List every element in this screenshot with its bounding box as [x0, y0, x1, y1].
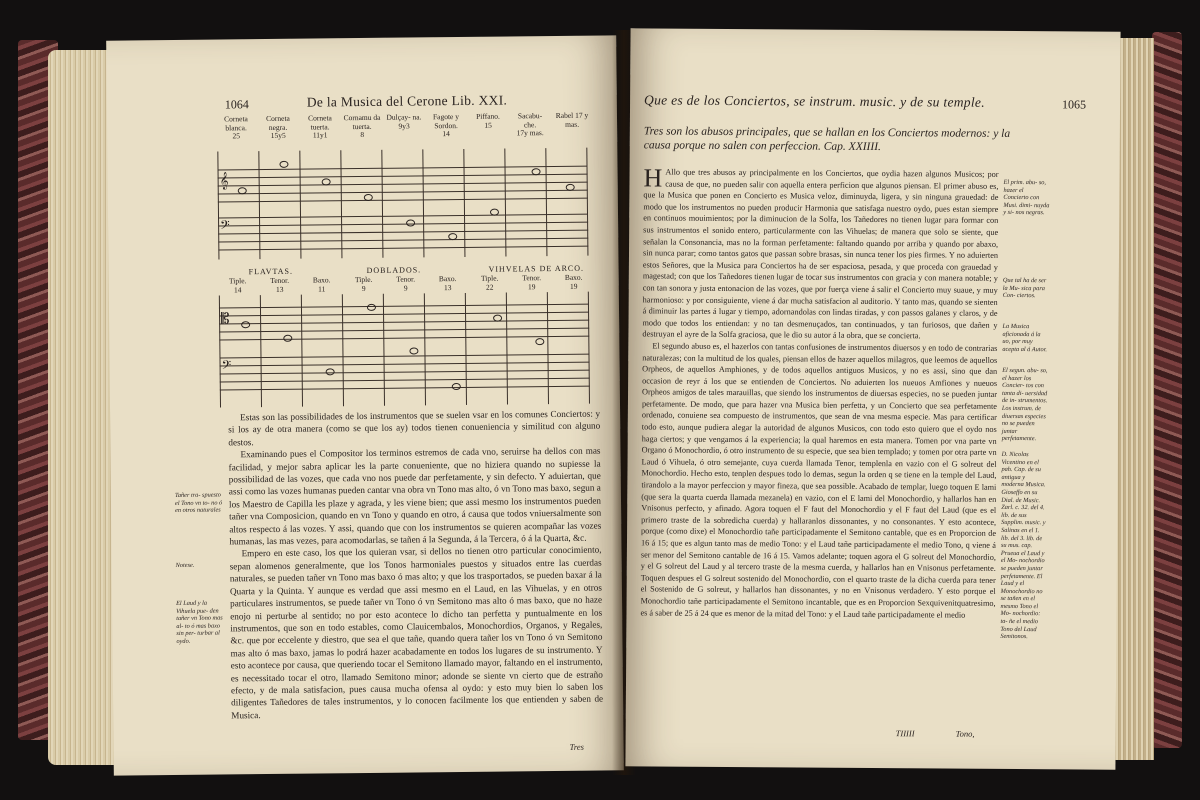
note-icon: [279, 161, 288, 168]
instrument-range: 17y mas.: [516, 128, 544, 138]
paragraph: Examinando pues el Compositor los terminos estremos de cada vno, seruirse ha dellos con mas facilidad, y mejor sabra aplicar les la parte conueniente, que no hiziera quando no supiesse la possibilidad de las vozes, que cada vno nos puede dar perfetamente, y sin defecto. Y aduiertan, que assi como las vozes humanas pueden cantar vna obra vn Tono mas alto, ó vn Tono mas baxo, segun a los Maestro de Capilla les plaze y agrada, y les viene bien; que assi mesmo los instrumentos pueden tañer vna Composicion, quando en vn Tono y quando en otro, á causa que todos vniuersalmente son altos respecto á las vozes. Y assi, quando que con los instrumentos se quieren acompañar las vozes humanas, las mas vezes, para acomodarlas, se tañen á la Segunda, á la Tercera, ó á la Quarta, &c.: [228, 445, 602, 547]
note-icon: [241, 321, 250, 328]
voice-name: Tiple.: [354, 274, 373, 285]
instrument-column-header: [217, 115, 255, 141]
bar-line: [586, 148, 588, 256]
instrument-range: 25: [232, 131, 240, 141]
instrument-name: Cornamu da tuerta.: [343, 112, 381, 131]
voice-name: Tenor.: [522, 273, 542, 283]
margin-note: D. Nicolas Vicentino en el pah. Cap. de su antigua y moderna Musica. Gioseffo en su Dial. de Music. Zarl. c. 32. del 4. lib. de sus Supplim. music. y Salinas en el 1. lib. del 3. lib. de su mus. cap. Prueua el Laud y el Mo- nochordio se pueden juntar perfetamente. El Laud y el Monochordio no se tañen en el mesmo Tono el Mo- nochordio: ta- ñe el medio Tono del Laud Semitonos.: [1000, 450, 1046, 641]
voice-range: 22: [485, 282, 494, 292]
instrument-name: Rabel 17 y mas.: [555, 110, 589, 129]
drop-cap: H: [643, 163, 663, 193]
bar-line: [588, 292, 590, 404]
note-icon: [490, 209, 499, 216]
bar-line: [504, 149, 506, 257]
voice-range: 13: [275, 284, 284, 294]
margin-note: El prim. abu- so, hazer el Concierto con Musi. dimi- nuyda y si- nos negras.: [1003, 178, 1050, 217]
bar-line: [465, 293, 467, 405]
left-body-text: [228, 408, 603, 722]
paragraph: El segundo abuso es, el hazerlos con tantas confusiones de instrumentos diuersos y en todo de contrarias naturalezas; con la multitud de los quales, piensan ellos de hazer aquellos milagros, que leemos de aquellos Orpheos, de aquellos Amphiones, y de todos aquellos antiguos Musicos, y no es assi, sino que dan occasion de reyr á los que se entienden de Conciertos. No aduierten los nueuos Amfiones y nueuos Orpheos amigos de tales marauillas, que siendo los instrumentos de diuersas especies, no se pueden juntar perfetamente. De modo, que para hazer vna Musica bien perfetta, y un Concierto que sea perfetamente ordenado, conuiene sea compuesto de instrumentos, que sean de vna mesma especie. Mas para certificar todo esto, aunque pudiera alegar la autoridad de algunos Musicos, con todo esto quiero que el oydo nos haga ciertos; y que vengamos á la experiencia; la qual haremos en esta manera. Tomen por vna parte vn Organo ó Monochordio, ó otro instrumento de su especie, que sea bien templado; y tomen por otra parte vn Laud ó Vihuela, ó otro semejante, cuya cuerda llamada Tenor, templenla en vazio con el G solreut del Monochordio. Hecho esto, tenplen despues todo lo demas, segun la orden q se tiene en la temple del Laud, tirandolo a la mayor perfeccion y mayor fineza, que sea possible. Acabado de templar, luego toquen E lami (que sera la quarta cuerda llamada mezanela) en vazio, con el E lami del Monochordio, y hallarlos han en Vnisonus perfecto, y afinado. Agora toquen el F faut del Monochordio y el F faut del Laud (que es el primero traste de la sobredicha cuerda) y hallaranlos dissonantes, y no consonantes. Y esto acontece, porque (como dixe) el Monochordio tañe participadamente el Semitono cantable, que es en Proporcion de 16 á 15; que es algun tanto mas de medio Tono: y el Laud tañe participadamente el medio Tono, q viene á ser menor del Semitono cantable de 16 á 15. Vamos adelante; toquen agora el G solreut del Monochordio, y el G solreut del Laud y al tercero traste de la mesma cuerda, y hallarlos han en Vnisonus perfetamente. Toquen despues el G solreut sostenido del Monochordio, con el quarto traste de la dicha cuerda para tener el Sostenido de G solreut, y hallarlos han dissonantes, y no en Vnisonus verdadero. Y esto porque el Monochordio tañe participadamente el Semitono incantable, que es en Proporcion Sexquivenitquatresimo, es á saber de 25 á 24 que es menor de la mitad del Tono: y el Laud tañe participadamente el medio: [640, 341, 998, 620]
voice-column-header: [429, 275, 467, 292]
instrument-name: Sacabu- che.: [517, 111, 543, 129]
voice-range: 9: [361, 283, 366, 293]
clef-icon: 𝄡: [220, 309, 230, 328]
instrument-name: Piffano.: [476, 111, 500, 121]
voice-column-header: [387, 275, 425, 292]
instrument-range: 14: [442, 129, 450, 139]
music-staff-bottom: [219, 292, 590, 408]
bar-line: [424, 293, 426, 405]
voice-name: Tenor.: [270, 275, 290, 285]
note-icon: [448, 233, 457, 240]
note-icon: [409, 347, 418, 354]
catchword: Tres: [569, 741, 584, 752]
voice-name: Tenor.: [396, 274, 416, 284]
bar-line: [260, 295, 262, 407]
margin-note: La Musica aficionada á la uo, por muy acepta al á Autor.: [1002, 322, 1048, 353]
margin-note: Que tal ha de ser la Mu- sica para Con- ciertos.: [1002, 276, 1047, 300]
bar-line: [463, 149, 465, 257]
margin-note: El Laud y la Vihuela pue- den tañer vn Tono mas al- to ó mas baxo sin per- turbar al oydo.: [176, 599, 223, 645]
margin-note: Tañer tra- spuesto el Tono vn to- no ó en otros naturales: [174, 491, 223, 515]
instrument-range: 8: [360, 129, 365, 140]
voice-name: Baxo.: [312, 275, 331, 285]
right-page-stack: [1114, 38, 1154, 760]
note-icon: [532, 168, 541, 175]
voice-name: Baxo.: [564, 272, 583, 282]
bar-line: [383, 294, 385, 406]
instrument-column-header: [427, 113, 465, 139]
left-page: [106, 35, 624, 775]
voice-range: 14: [233, 284, 242, 294]
instrument-name: Fagote y Sordon.: [432, 112, 460, 130]
note-icon: [406, 219, 415, 226]
note-icon: [322, 178, 331, 185]
page-number: 1065: [1062, 97, 1087, 112]
instrument-name: Corneta negra.: [266, 113, 290, 132]
voice-column-header: [513, 274, 551, 291]
voice-column-header: [261, 277, 299, 294]
instrument-column-header: [385, 113, 423, 130]
paragraph: Estas son las possibilidades de los instrumentos que se suelen vsar en los comunes Conciertos: y si los ay de otra manera (como se que los ay) todos tienen conueniencia y similitud con alguno destos.: [228, 408, 601, 448]
clef-icon: 𝄞: [219, 171, 229, 190]
paragraph: Empero en este caso, los que los quieran vsar, si dellos no tienen otro particular conocimiento, sepan alomenos generalmente, que los Tonos harmoniales puestos y situados entre las cuerdas naturales, se pueden tañer vn Tono mas baxo ó mas alto; y que los trasportados, se pueden baxar á la Quarta y la Quinta. Y aunque es verdad que assi mesmo en el Laud, en las Vihuelas, y en otros particulares instrumentos, se puede tañer vn Tono ó vn Semitono mas alto ó mas baxo, que no haze enojo ni perturbe al sentido; no por esto acontece lo dicho tan perfetta y puntualmente en los instrumentos, que son en todo estables, como Clauicembalos, Monochordios, Organos, y Regales, &c. que por eccelente y diestro, que sea el que tañe, quando quera tañer los vn Tono ó vn Semitono mas alto ó mas baxo, jamas lo podrá hazer acabadamente en todos los lugares de su instrumento. Y esto acontece por causa, que queriendo tocar el Semitono llamado mayor, faltando en el instrumento, es necessitado tocar el otro, llamado Semitono minor; adonde se siente vn cierto que de estraño efecto, y de mala satisfacion, pues causa mucha ofensa al oydo: y esto muy bien lo saben los diligentes Tañedores de tales instrumentos, y lo conocen facilmente los que entienden y saben de Musica.: [229, 545, 604, 721]
voice-column-header: [471, 274, 509, 291]
bar-line: [217, 152, 219, 260]
voice-range: 19: [527, 281, 536, 291]
note-icon: [364, 194, 373, 201]
voice-name: Tiple.: [480, 273, 499, 283]
note-icon: [326, 368, 335, 375]
chapter-heading: Tres son los abusos principales, que se hallan en los Conciertos modernos: y la causa porque no salen con perfeccion. Cap. XXIIII.: [643, 125, 1011, 154]
page-number: 1064: [224, 97, 249, 112]
bar-line: [342, 294, 344, 406]
running-head: De la Musica del Cerone Lib. XXI.: [306, 92, 508, 110]
note-icon: [566, 184, 575, 191]
music-staff-top: [217, 148, 588, 260]
margin-note: El segun. abu- so, el hazer los Concier- tos con tanta di- uersidad de in- strumentos. Los instrum. de diuersas especies no se pueden juntar perfetamente.: [1001, 366, 1048, 443]
note-icon: [493, 315, 502, 322]
right-body-text: [640, 163, 999, 621]
instrument-name: Corneta tuerta.: [308, 113, 332, 132]
voice-name: Tiple.: [228, 276, 247, 286]
note-icon: [535, 338, 544, 345]
note-icon: [238, 187, 247, 194]
voice-column-header: [219, 277, 257, 294]
clef-icon: 𝄢: [220, 217, 230, 236]
note-icon: [283, 335, 292, 342]
instrument-column-header: [469, 112, 507, 129]
instrument-name: Corneta blanca.: [224, 114, 248, 132]
right-page: [625, 28, 1120, 769]
voice-column-header: [555, 274, 593, 291]
bar-line: [258, 151, 260, 259]
catchword: Tono,: [955, 728, 975, 739]
instrument-column-header: [553, 112, 591, 129]
margin-note: Notese.: [175, 561, 195, 569]
instrument-column-header: [301, 114, 339, 140]
voice-name: Baxo.: [438, 274, 457, 284]
instrument-range: 11y1: [312, 130, 328, 140]
note-icon: [452, 383, 461, 390]
bar-line: [301, 295, 303, 407]
bar-line: [506, 293, 508, 405]
instrument-name: Dulçay- na.: [386, 112, 422, 122]
bar-line: [299, 151, 301, 259]
paragraph: Allo que tres abusos ay principalmente en los Conciertos, que oydia hazen algunos Musicos; por causa de que, no pueden salir con aquella entera perficion que algunos piensan. El primer abuso es, que la Musica que ponen en Concierto es Musica veloz, diminuyda, ligera, y sin ninguna grauedad: de modo que los instrumentos no pueden producir Harmonia que satisfaga nuestro oydo, pues estan siempre en continuos mouimientos; por la diminucion de la Solfa, los Tañedores no tienen lugar para formar con sus instrumentos el sonido entero, particularmente con las Vihuelas; de manera que solo se siente, que señalan la Consonancia, mas no la forman perfetamente: faltando quando por arriba y quando por abaxo, sin nunca parar; como tantos gatos que passan sobre brasas, sin nunca tener los pies firmes. Y no aduierten estos Señores, que la Musica para Conciertos ha de ser espaciosa, pesada, y que proceda con grauedad y magestad; con que los Tañedores tienen lugar de tocar sus instrumentos con gracia y con manera notable; y con tan sonora y justa entonacion de las vozes, que por fuerça viene á salir el Concierto muy suaue, y muy harmonioso: y por consiguiente, viene á dar mucha satisfacion al auditorio. Y tanto mas, quando se sienten á diminuir las partes á lugar y tiempo, adornandolas con lindas tiradas, y con passos galanes y claros, y de modo que todos los entiendan: y no tan desmenuçados, tan continuados, y tan furiosos, que dañen y destruyan el ayre de la Solfa graciosa, que le dio su autor á la obra, que se concierta.: [642, 167, 999, 341]
voice-range: 11: [318, 283, 326, 293]
right-cover-edge: [1152, 32, 1182, 748]
running-head: Que es de los Conciertos, se instrum. music. y de su temple.: [644, 92, 985, 110]
bar-line: [422, 149, 424, 257]
voice-column-header: [345, 276, 383, 293]
instrument-range: 15y5: [270, 130, 286, 140]
voice-range: 19: [569, 281, 578, 291]
group-heading: VIHVELAS DE ARCO.: [488, 263, 585, 274]
voice-range: 9: [403, 283, 408, 293]
group-heading: DOBLADOS.: [366, 265, 422, 275]
bar-line: [340, 150, 342, 258]
instrument-range: 15: [484, 120, 492, 130]
bar-line: [547, 292, 549, 404]
bar-line: [381, 150, 383, 258]
instrument-column-header: [343, 114, 381, 140]
catchword-mark: TIIIII: [895, 728, 915, 739]
instrument-column-header: [511, 112, 549, 138]
clef-icon: 𝄢: [221, 357, 232, 376]
voice-range: 13: [443, 282, 452, 292]
group-heading: FLAVTAS.: [248, 266, 293, 277]
note-icon: [367, 304, 376, 311]
instrument-range: 9y3: [398, 121, 410, 131]
instrument-column-header: [259, 115, 297, 141]
voice-column-header: [303, 276, 341, 293]
bar-line: [545, 148, 547, 256]
